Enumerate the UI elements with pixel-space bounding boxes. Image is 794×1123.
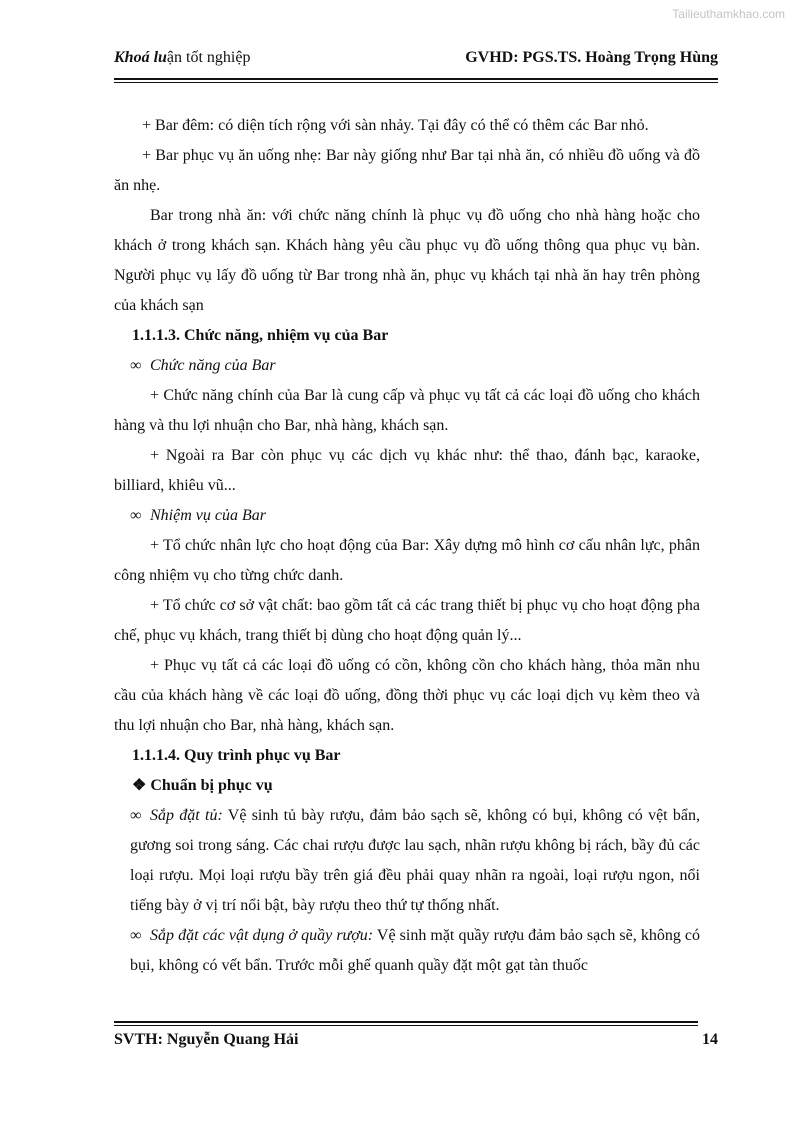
paragraph-text: Vệ sinh mặt quầy rượu đảm bảo sạch sẽ, không có bụi, không có vết bẩn. Trước mỗi ghế quanh quầy đặt một gạt tàn thuốc	[130, 927, 700, 974]
infinity-icon: ∞	[130, 927, 142, 944]
infinity-icon: ∞	[130, 807, 142, 824]
paragraph: + Tổ chức nhân lực cho hoạt động của Bar: Xây dựng mô hình cơ cấu nhân lực, phân công nhiệm vụ cho từng chức danh.	[114, 537, 700, 584]
header-left-rest: ận tốt nghiệp	[166, 49, 251, 66]
lead-in: Sắp đặt các vật dụng ở quầy rượu:	[150, 927, 374, 944]
paragraph: + Tổ chức cơ sở vật chất: bao gồm tất cả các trang thiết bị phục vụ cho hoạt động pha chế, phục vụ khách, trang thiết bị dùng cho hoạt động quản lý...	[114, 597, 700, 644]
paragraph: + Bar phục vụ ăn uống nhẹ: Bar này giống như Bar tại nhà ăn, có nhiều đồ uống và đồ ăn nhẹ.	[114, 147, 700, 194]
paragraph: + Phục vụ tất cả các loại đồ uống có cồn, không cồn cho khách hàng, thỏa mãn nhu cầu của khách hàng về các loại đồ uống, đồng thời phục vụ các loại dịch vụ kèm theo và thu lợi nhuận cho Bar, nhà hàng, khách sạn.	[114, 657, 700, 734]
page-header	[114, 49, 718, 71]
subheading	[114, 351, 700, 381]
header-rule	[114, 78, 718, 80]
paragraph	[114, 801, 700, 921]
footer-author: SVTH: Nguyễn Quang Hải	[114, 1031, 299, 1048]
page-body	[114, 111, 700, 981]
header-left-italic: Khoá lu	[114, 49, 167, 66]
diamond-icon: ❖	[132, 777, 147, 794]
subsection-heading-text: Chuẩn bị phục vụ	[150, 777, 273, 794]
subsection-heading	[114, 771, 700, 801]
subheading-text: Chức năng của Bar	[150, 357, 276, 374]
footer-rule-thin	[114, 1025, 698, 1026]
infinity-icon: ∞	[130, 507, 142, 524]
paragraph: Bar trong nhà ăn: với chức năng chính là phục vụ đồ uống cho nhà hàng hoặc cho khách ở trong khách sạn. Khách hàng yêu cầu phục vụ đồ uống thông qua phục vụ bàn. Người phục vụ lấy đồ uống từ Bar trong nhà ăn, phục vụ khách tại nhà ăn hay trên phòng của khách sạn	[114, 207, 700, 314]
header-rule-thin	[114, 82, 718, 83]
footer-rule	[114, 1021, 698, 1023]
page-footer	[114, 1031, 718, 1053]
lead-in: Sắp đặt tủ:	[150, 807, 223, 824]
paragraph: + Ngoài ra Bar còn phục vụ các dịch vụ khác như: thể thao, đánh bạc, karaoke, billiard, khiêu vũ...	[114, 447, 700, 494]
header-left	[114, 49, 250, 67]
paragraph-text: Vệ sinh tủ bày rượu, đảm bảo sạch sẽ, không có bụi, không có vệt bẩn, gương soi trong sáng. Các chai rượu được lau sạch, nhãn rượu không bị rách, bầy đủ các loại rượu. Mọi loại rượu bầy trên giá đều phải quay nhãn ra ngoài, loại rượu ngon, nổi tiếng bày ở vị trí nổi bật, bày rượu theo thứ tự thống nhất.	[130, 807, 701, 914]
subheading-text: Nhiệm vụ của Bar	[150, 507, 266, 524]
header-right: GVHD: PGS.TS. Hoàng Trọng Hùng	[465, 49, 718, 66]
paragraph: + Bar đêm: có diện tích rộng với sàn nhảy. Tại đây có thể có thêm các Bar nhỏ.	[142, 117, 649, 134]
section-heading: 1.1.1.4. Quy trình phục vụ Bar	[132, 747, 341, 764]
paragraph: + Chức năng chính của Bar là cung cấp và phục vụ tất cả các loại đồ uống cho khách hàng và thu lợi nhuận cho Bar, nhà hàng, khách sạn.	[114, 387, 700, 434]
section-heading: 1.1.1.3. Chức năng, nhiệm vụ của Bar	[132, 327, 389, 344]
page-number: 14	[702, 1031, 718, 1048]
paragraph	[114, 921, 700, 981]
subheading	[114, 501, 700, 531]
watermark: Tailieuthamkhao.com	[672, 7, 785, 21]
infinity-icon: ∞	[130, 357, 142, 374]
